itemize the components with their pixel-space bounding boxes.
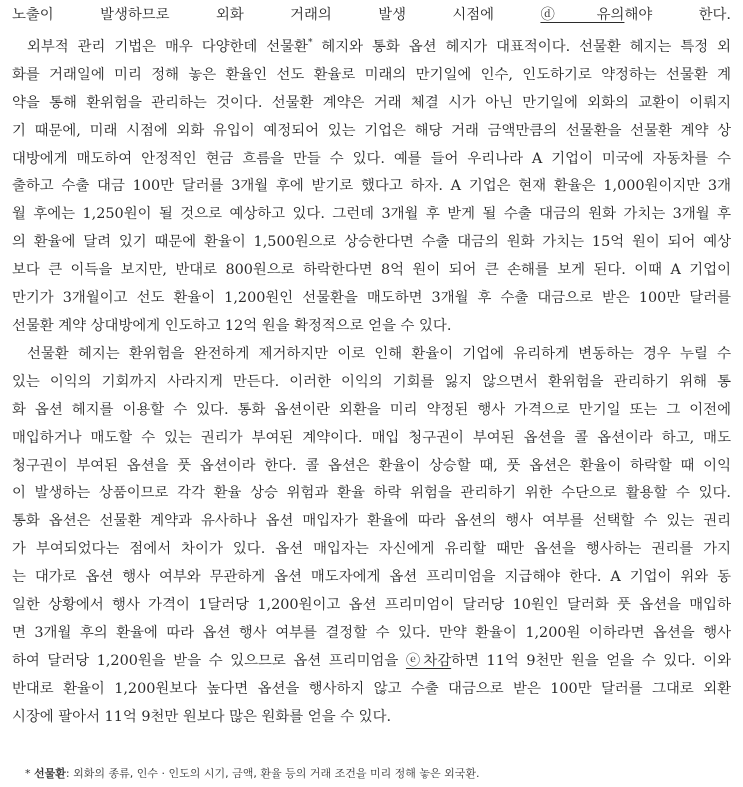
footnote-term: 선물환 xyxy=(34,767,66,780)
text-line: 기 때문에, 미래 시점에 외화 유입이 예정되어 있는 기업은 해당 거래 금액만큼의 선물환을 선물환 계약 상 xyxy=(12,122,731,139)
text-line xyxy=(12,648,731,676)
text-run: 외부적 관리 기법은 매우 다양한데 선물환 xyxy=(27,38,308,55)
footnote xyxy=(25,765,480,781)
body-text xyxy=(12,2,731,732)
text-line: 출하고 수출 대금 100만 달러를 3개월 후에 받기로 했다고 하자. A 기업은 현재 환율은 1,000원이지만 3개 xyxy=(12,178,731,195)
text-run: 하면 11억 9천만 원을 얻을 수 있다. 이와 xyxy=(451,652,731,669)
underlined-word: ⓔ차감 xyxy=(405,652,452,669)
text-run: 하여 달러당 1,200원을 받을 수 있으므로 옵션 프리미엄을 xyxy=(12,652,406,669)
text-line: 통화 옵션은 선물환 계약과 유사하나 옵션 매입자가 환율에 따라 옵션의 행사 여부를 선택할 수 있는 권리 xyxy=(12,513,731,530)
text-line: 의 환율에 달려 있기 때문에 환율이 1,500원으로 상승한다면 수출 대금의 원화 가치는 15억 원이 되어 예상 xyxy=(12,234,731,251)
footnote-marker: * xyxy=(25,767,34,780)
text-line: 가 부여되었다는 점에서 차이가 있다. 옵션 매입자는 자신에게 유리할 때만 옵션을 행사하는 권리를 가지 xyxy=(12,541,731,558)
text-run: 헤지와 통화 옵션 헤지가 대표적이다. 선물환 헤지는 특정 외 xyxy=(312,38,731,55)
text-line: 청구권이 부여된 옵션을 풋 옵션이라 한다. 콜 옵션은 환율이 상승할 때, 풋 옵션은 환율이 하락할 때 이익 xyxy=(12,457,731,474)
text-line: 시장에 팔아서 11억 9천만 원보다 많은 원화를 얻을 수 있다. xyxy=(12,708,392,725)
text-line: 화를 거래일에 미리 정해 놓은 환율인 선도 환율로 미래의 만기일에 인수, 인도하기로 약정하는 선물환 계 xyxy=(12,66,731,83)
text-line: 면 3개월 후의 환율에 따라 옵션 행사 여부를 결정할 수 있다. 만약 환율이 1,200원 이하라면 옵션을 행사 xyxy=(12,624,731,641)
text-line xyxy=(12,2,731,30)
text-line: 만기가 3개월이고 선도 환율이 1,200원인 선물환을 매도하면 3개월 후 수출 대금으로 받은 100만 달러를 xyxy=(12,290,731,307)
text-line: 매입하거나 매도할 수 있는 권리가 부여된 계약이다. 매입 청구권이 부여된 옵션을 콜 옵션이라 하고, 매도 xyxy=(12,429,731,446)
text-line: 보다 큰 이득을 보지만, 반대로 800원으로 하락한다면 8억 원이 되어 큰 손해를 보게 된다. 이때 A 기업이 xyxy=(12,262,731,279)
paragraph-start-line: 선물환 헤지는 환위험을 완전하게 제거하지만 이로 인해 환율이 기업에 유리하게 변동하는 경우 누릴 수 xyxy=(27,345,731,362)
footnote-definition: : 외화의 종류, 인수 · 인도의 시기, 금액, 환율 등의 거래 조건을 미리 정해 놓은 외국환. xyxy=(65,767,480,780)
text-line: 약을 통해 환위험을 관리하는 것이다. 선물환 계약은 거래 체결 시가 아닌 만기일에 외화의 교환이 이뤄지 xyxy=(12,94,731,111)
text-line: 선물환 계약 상대방에게 인도하고 12억 원을 확정적으로 얻을 수 있다. xyxy=(12,317,452,334)
text-line: 대방에게 매도하여 안정적인 현금 흐름을 만들 수 있다. 예를 들어 우리나라 A 기업이 미국에 자동차를 수 xyxy=(12,150,731,167)
text-line: 반대로 환율이 1,200원보다 높다면 옵션을 행사하지 않고 수출 대금으로 받은 100만 달러를 그대로 외환 xyxy=(12,680,731,697)
text-line: 는 대가로 옵션 행사 여부와 무관하게 옵션 매도자에게 옵션 프리미엄을 지급해야 한다. A 기업이 위와 동 xyxy=(12,569,731,586)
text-line: 월 후에는 1,250원이 될 것으로 예상하고 있다. 그런데 3개월 후 받게 될 수출 대금의 원화 가치는 3개월 후 xyxy=(12,206,731,223)
paragraph-start-line xyxy=(12,30,731,62)
text-run: 해야 한다. xyxy=(624,7,731,23)
text-line: 이 발생하는 상품이므로 각각 환율 상승 위험과 환율 하락 위험을 관리하기 위한 수단으로 활용할 수 있다. xyxy=(12,485,731,502)
text-run: 노출이 발생하므로 외화 거래의 발생 시점에 xyxy=(12,7,541,23)
text-line: 일한 상황에서 행사 가격이 1달러당 1,200원이고 옵션 프리미엄이 달러당 10원인 달러화 풋 옵션을 매입하 xyxy=(12,597,731,614)
text-line: 화 옵션 헤지를 이용할 수 있다. 통화 옵션이란 외환을 미리 약정된 행사 가격으로 만기일 또는 그 이전에 xyxy=(12,401,731,418)
underlined-word: ⓓ유의 xyxy=(540,7,625,23)
text-line: 있는 이익의 기회까지 사라지게 만든다. 이러한 이익의 기회를 잃지 않으면서 환위험을 관리하기 위해 통 xyxy=(12,373,731,390)
footnote-marker: * xyxy=(307,37,313,48)
